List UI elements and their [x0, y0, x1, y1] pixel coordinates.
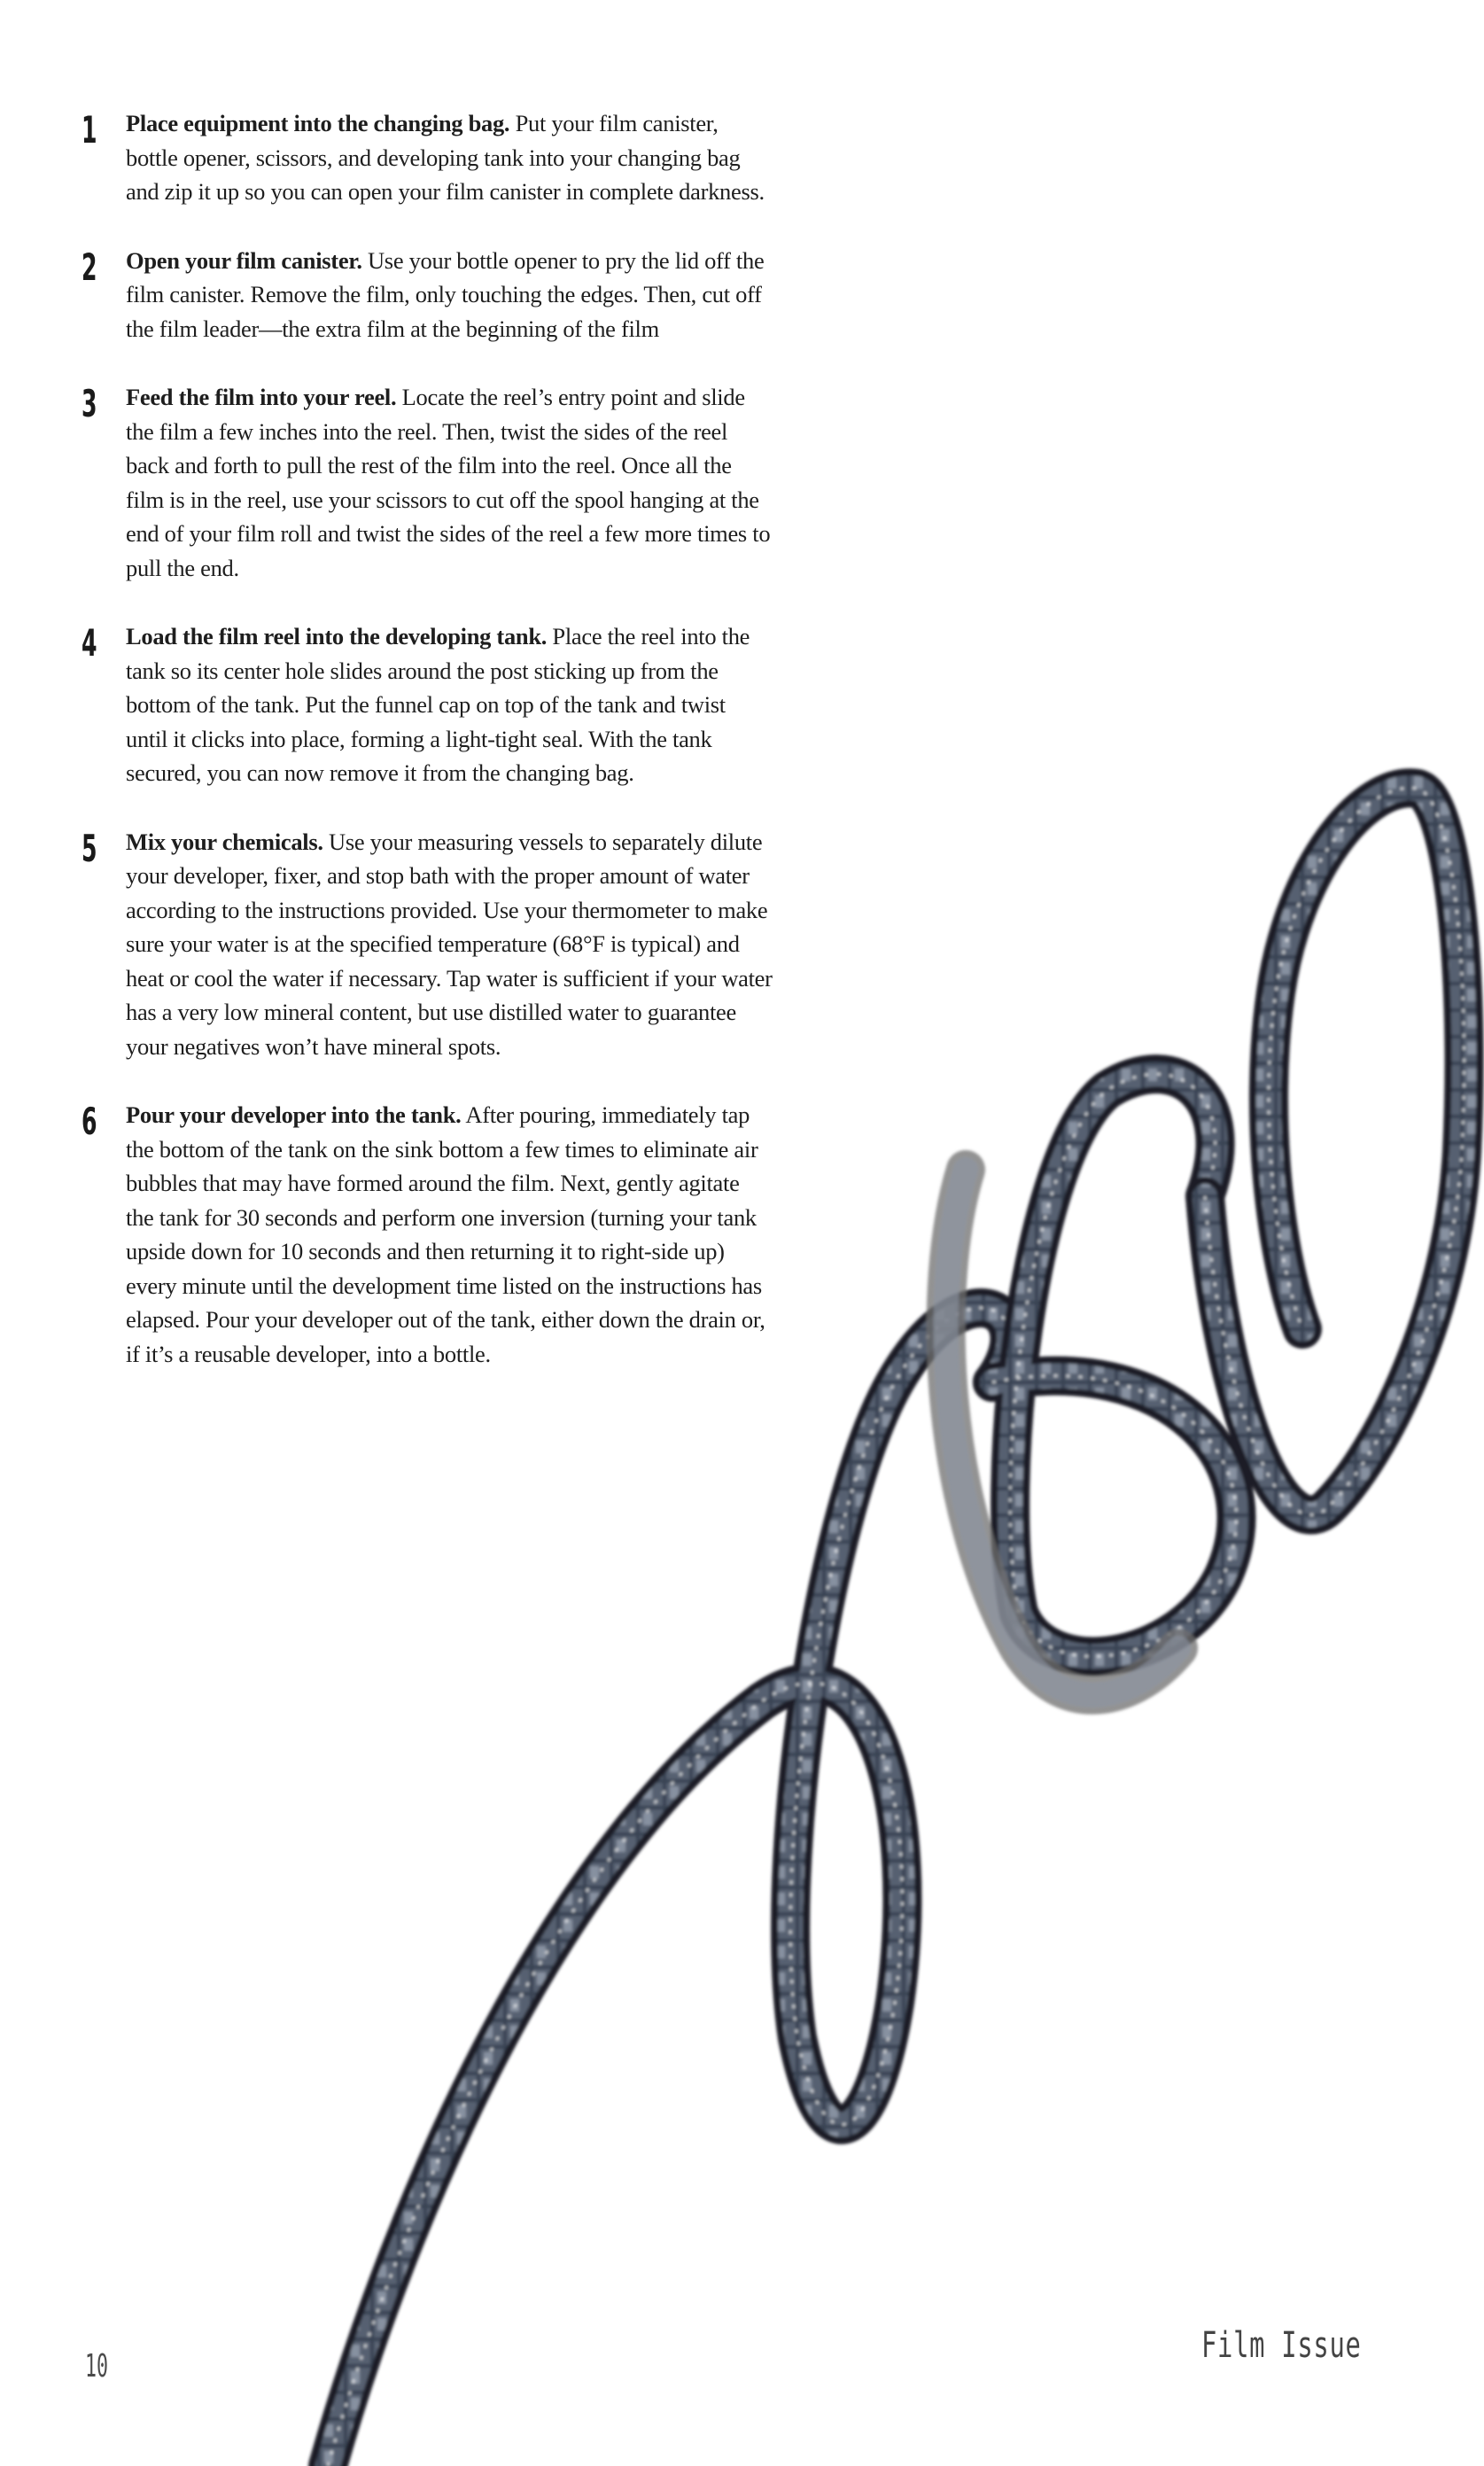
step-title: Place equipment into the changing bag. [126, 110, 510, 136]
step-number: 1 [82, 108, 97, 152]
film-strip-frames [946, 1170, 1178, 1695]
film-strip-edge [1205, 788, 1465, 1514]
film-strip-edge [946, 1170, 1178, 1695]
step-text [126, 380, 773, 585]
step-title: Mix your chemicals. [126, 828, 323, 855]
step-title: Feed the film into your reel. [126, 384, 397, 410]
film-sprocket-holes [1205, 788, 1465, 1514]
step-text [126, 619, 773, 790]
step-body: Place the reel into the tank so its center hole slides around the post sticking up from the bottom of the tank. Put the funnel cap on top of the tank and twist until it clicks into place, forming a light-tight seal. With the tank secured, you can now remove it from the changing bag. [126, 623, 750, 786]
step-body: Use your measuring vessels to separately dilute your developer, fixer, and stop bath with the proper amount of water according to the instructions provided. Use your thermometer to make sure your water is at the specified temperature (68°F is typical) and heat or cool the water if necessary. Tap water is sufficient if your water has a very low mineral content, but use distilled water to guarantee your negatives won’t have mineral spots. [126, 828, 773, 1060]
film-strip-edge [992, 1074, 1236, 1656]
page-number: 10 [85, 2348, 109, 2384]
step-body: Locate the reel’s entry point and slide the film a few inches into the reel. Then, twist the sides of the reel back and forth to pull the rest of the film into the reel. Once all the film is in the reel, use your scissors to cut off the spool hanging at the end of your film roll and twist the sides of the reel a few more times to pull the end. [126, 384, 771, 581]
step-3 [82, 380, 773, 585]
step-6 [82, 1098, 773, 1371]
film-strip-edge [328, 1308, 1010, 2466]
step-1 [82, 106, 773, 209]
film-sprocket-holes [992, 1074, 1236, 1656]
step-number: 3 [82, 382, 97, 425]
step-body: Use your bottle opener to pry the lid off the film canister. Remove the film, only touching the edges. Then, cut off the film leader—the extra film at the beginning of the film [126, 246, 765, 342]
step-text [126, 825, 773, 1064]
step-title: Open your film canister. [126, 246, 362, 274]
step-4 [82, 619, 773, 790]
step-text [126, 244, 773, 346]
step-title: Load the film reel into the developing tank. [126, 623, 548, 650]
step-body: After pouring, immediately tap the bottom of the tank on the sink bottom a few times to eliminate air bubbles that may have formed around the film. Next, gently agitate the tank for 30 seconds and perform one inversion (turning your tank upside down for 10 seconds and then returning it to right-side up) every minute until the development time listed on the instructions has elapsed. Pour your developer out of the tank, either down the drain or, if it’s a reusable developer, into a bottle. [126, 1101, 765, 1367]
step-number: 2 [82, 245, 97, 289]
step-2 [82, 244, 773, 346]
publication-title: Film Issue [1201, 2325, 1362, 2366]
step-title: Pour your developer into the tank. [126, 1101, 462, 1128]
film-sprocket-holes [328, 1308, 1010, 2466]
step-number: 6 [82, 1100, 97, 1143]
step-text [126, 1098, 773, 1371]
instruction-steps [82, 106, 773, 1405]
step-body: Put your film canister, bottle opener, scissors, and developing tank into your changing bag and zip it up so you can open your film canister in complete darkness. [126, 110, 765, 205]
film-strip-frames [328, 1308, 1010, 2466]
step-number: 5 [82, 826, 97, 870]
step-number: 4 [82, 621, 97, 665]
step-text [126, 106, 773, 209]
step-5 [82, 825, 773, 1064]
film-strip-frames [1205, 788, 1465, 1514]
film-strip-frames [992, 1074, 1236, 1656]
